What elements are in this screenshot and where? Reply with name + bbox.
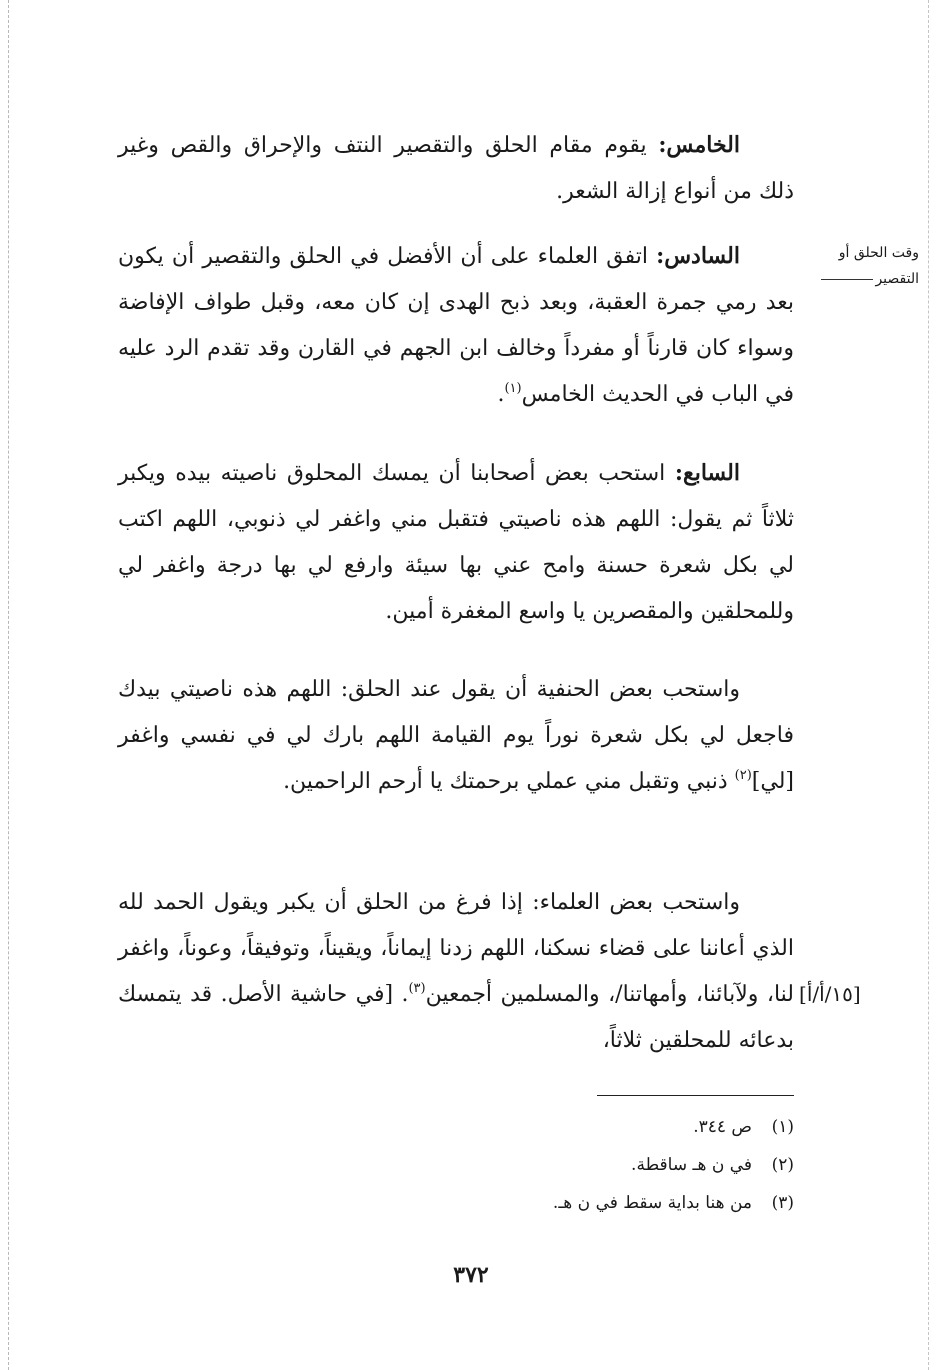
footnote-reference[interactable]: (٢) [734, 768, 752, 783]
paragraph-text: يقوم مقام الحلق والتقصير النتف والإحراق والقص وغير ذلك من أنواع إزالة الشعر. [118, 133, 794, 204]
side-note-underline [821, 279, 873, 280]
paragraph-seventh [118, 450, 794, 635]
footnote-separator [597, 1095, 794, 1096]
paragraph-text: واستحب بعض العلماء: إذا فرغ من الحلق أن يكبر ويقول الحمد لله الذي أعاننا على قضاء نسكنا، اللهم زدنا إيماناً، ويقيناً، وتوفيقاً، وعوناً، واغفر لنا، ولآبائنا، وأمهاتنا/، والمسلمين أجمعين [118, 890, 794, 1007]
footnote-reference[interactable]: (١) [504, 381, 522, 396]
paragraph-fifth [118, 122, 794, 215]
paragraph-lead: الخامس: [658, 132, 740, 158]
scan-margin-guide-left [8, 0, 9, 1370]
paragraph-text: واستحب بعض الحنفية أن يقول عند الحلق: اللهم هذه ناصيتي بيدك فاجعل لي بكل شعرة نوراً يوم القيامة اللهم بارك لي في نفسي واغفر [لي] [118, 677, 794, 794]
paragraph-tail: . [497, 382, 505, 407]
footnote-reference[interactable]: (٣) [408, 981, 426, 996]
side-note-line2: التقصير [875, 271, 919, 287]
paragraph-lead: السابع: [674, 460, 740, 486]
paragraph-sixth [118, 233, 794, 418]
footnote-number: (١) [771, 1117, 794, 1137]
paragraph-tail: . [في حاشية الأصل. قد يتمسك بدعائه للمحلقين ثلاثاً، [118, 982, 794, 1053]
side-note-line1: وقت الحلق أو [838, 245, 919, 261]
footnote-text: من هنا بداية سقط في ن هـ. [552, 1193, 752, 1213]
footnote-item [300, 1146, 794, 1184]
paragraph-text: استحب بعض أصحابنا أن يمسك المحلوق ناصيته بيده ويكبر ثلاثاً ثم يقول: اللهم هذه ناصيتي فتقبل مني واغفر لي ذنوبي، اللهم اكتب لي بكل شعرة حسنة وامح عني بها سيئة وارفع لي بها درجة واغفر لي وللمحلقين والمقصرين يا واسع المغفرة أمين. [118, 461, 794, 624]
footnote-text: في ن هـ ساقطة. [631, 1155, 752, 1175]
footnote-item [300, 1184, 794, 1222]
paragraph-lead: السادس: [656, 243, 740, 269]
paragraph-text: اتفق العلماء على أن الأفضل في الحلق والتقصير أن يكون بعد رمي جمرة العقبة، وبعد ذبح الهدى إن كان معه، وقبل طواف الإفاضة وسواء كان قارناً أو مفرداً وخالف ابن الجهم في القارن وقد تقدم الرد عليه في الباب في الحديث الخامس [118, 244, 794, 407]
footnote-number: (٢) [771, 1155, 794, 1175]
paragraph-scholars-dua [118, 880, 794, 1064]
paragraph-tail: ذنبي وتقبل مني عملي برحمتك يا أرحم الراحمين. [283, 769, 735, 794]
paragraph-hanafi-dua [118, 667, 794, 805]
page-number: ٣٧٢ [453, 1262, 489, 1288]
footnote-item [300, 1108, 794, 1146]
footnote-number: (٣) [771, 1193, 794, 1213]
footnote-text: ص ٣٤٤. [693, 1117, 752, 1137]
footnotes [300, 1108, 794, 1222]
manuscript-folio-reference: [١٥/أ/أ] [799, 982, 861, 1006]
margin-side-note [799, 240, 919, 292]
scan-margin-guide-right [928, 0, 929, 1370]
